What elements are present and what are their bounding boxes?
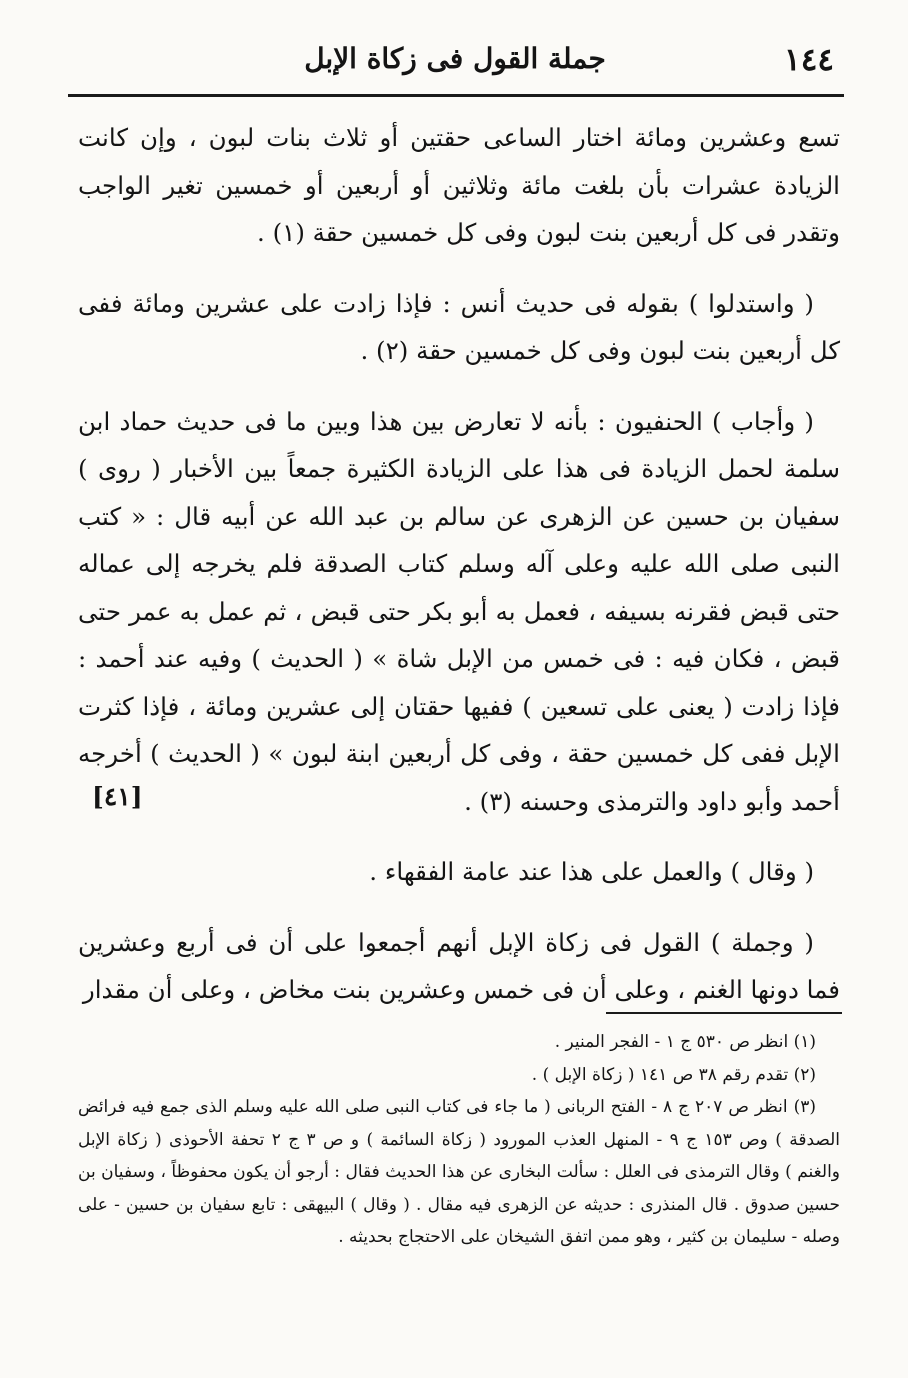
page-number: ١٤٤ [784,42,834,78]
running-title: جملة القول فى زكاة الإبل [304,42,606,75]
footnote-rule [606,1012,842,1014]
paragraph-jumla: ( وجملة ) القول فى زكاة الإبل أنهم أجمعوا على أن فى أربع وعشرين فما دونها الغنم ، وعلى أن فى خمس وعشرين بنت مخاض ، وعلى أن مقدار [78,927,840,1004]
paragraph-qal: ( وقال ) والعمل على هذا عند عامة الفقهاء . [369,857,814,886]
footnote-3: (٣) انظر ص ٢٠٧ ج ٨ - الفتح الربانى ( ما جاء فى كتاب النبى صلى الله عليه وسلم الذى جمع فيه فرائض الصدقة ) وص ١٥٣ ج ٩ - المنهل العذب المورود ( زكاة السائمة ) و ص ٣ ج ٢ تحفة الأحوذى ( زكاة الإبل والغنم ) وقال الترمذى فى العلل : سألت البخارى عن هذا الحديث فقال : أرجو أن يكون محفوظاً ، وسفيان بن حسين صدوق . قال المنذرى : حديثه عن الزهرى فيه مقال . ( وقال ) البيهقى : تابع سفيان بن حسين - على وصله - سليمان بن كثير ، وهو ممن اتفق الشيخان على الاحتجاج بحديثه . [78,1097,841,1247]
main-text [78,114,840,1037]
paragraph-istadallu: ( واستدلوا ) بقوله فى حديث أنس : فإذا زادت على عشرين ومائة ففى كل أربعين بنت لبون وفى كل خمسين حقة (٢) . [78,288,840,365]
footnote-1: (١) انظر ص ٥٣٠ ج ١ - الفجر المنير . [554,1032,816,1052]
paragraph-ajab: ( وأجاب ) الحنفيون : بأنه لا تعارض بين هذا وبين ما فى حديث حماد ابن سلمة لحمل الزيادة فى هذا على الزيادة الكثيرة جمعاً بين الأخبار ( روى ) سفيان بن حسين عن الزهرى عن سالم بن عبد الله عن أبيه قال : « كتب النبى صلى الله عليه وعلى آله وسلم كتاب الصدقة فلم يخرجه إلى عماله حتى قبض فقرنه بسيفه ، فعمل به أبو بكر حتى قبض ، ثم عمل به عمر حتى قبض ، فكان فيه : فى خمس من الإبل شاة » ( الحديث ) وفيه عند أحمد : فإذا زادت ( يعنى على تسعين ) ففيها حقتان إلى عشرين ومائة ، فإذا كثرت الإبل ففى كل خمسين حقة ، وفى كل أربعين ابنة لبون » ( الحديث ) أخرجه أحمد وأبو داود والترمذى وحسنه (٣) . [78,406,840,816]
section-marker: [٤١] [92,782,143,811]
header-rule [68,94,844,97]
paragraph-continuation: تسع وعشرين ومائة اختار الساعى حقتين أو ثلاث بنات لبون ، وإن كانت الزيادة عشرات بأن بلغت مائة وثلاثين أو أربعين أو خمسين تغير الواجب وتقدر فى كل أربعين بنت لبون وفى كل خمسين حقة (١) . [78,123,840,247]
footnotes [78,1026,840,1254]
page-header [70,38,840,90]
footnote-2: (٢) تقدم رقم ٣٨ ص ١٤١ ( زكاة الإبل ) . [531,1064,816,1085]
